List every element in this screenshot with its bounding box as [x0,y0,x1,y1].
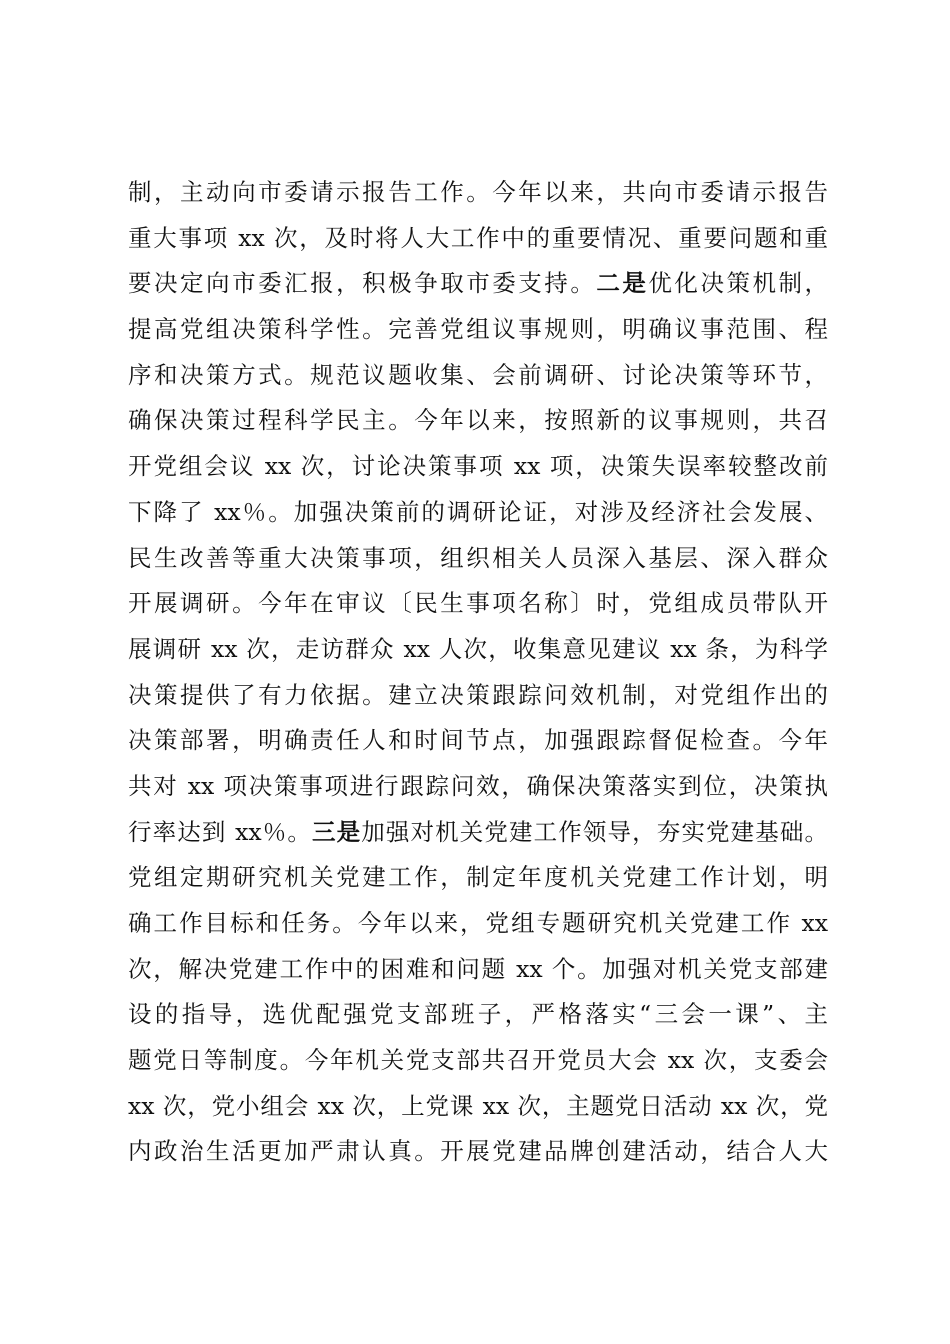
text-segment: 党组定期研究机关党建工作，制定年度机关党建工作计划，明 [128,863,828,892]
text-segment: 展调研 xx 次，走访群众 xx 人次，收集意见建议 xx 条，为科学 [128,634,828,663]
text-line [128,1129,828,1175]
body-text [128,170,828,1175]
text-line [128,170,828,216]
text-line [128,444,828,490]
text-segment: 民生改善等重大决策事项，组织相关人员深入基层、深入群众 [128,543,828,572]
text-segment: 确工作目标和任务。今年以来，党组专题研究机关党建工作 xx [128,909,828,937]
text-segment: 优化决策机制， [648,269,829,298]
text-segment: 确保决策过程科学民主。今年以来，按照新的议事规则，共召 [128,406,828,435]
text-line [128,627,828,673]
text-segment: 行率达到 xx％。 [128,817,312,846]
text-line [128,947,828,993]
text-segment: 设的指导，选优配强党支部班子，严格落实“三会一课”、主 [128,1000,828,1029]
text-segment: 内政治生活更加严肃认真。开展党建品牌创建活动，结合人大 [128,1137,828,1166]
text-line [128,810,828,856]
text-line [128,1038,828,1084]
text-line [128,216,828,262]
text-line [128,490,828,536]
bold-lead-phrase: 三是 [311,817,362,846]
text-segment: 共对 xx 项决策事项进行跟踪问效，确保决策落实到位，决策执 [128,771,828,800]
text-line [128,536,828,582]
text-line [128,992,828,1038]
text-segment: 提高党组决策科学性。完善党组议事规则，明确议事范围、程 [128,315,828,344]
text-line [128,855,828,901]
text-segment: 制，主动向市委请示报告工作。今年以来，共向市委请示报告 [128,178,828,206]
text-segment: 开展调研。今年在审议〔民生事项名称〕时，党组成员带队开 [128,589,828,618]
text-line [128,398,828,444]
text-segment: 次，解决党建工作中的困难和问题 xx 个。加强对机关党支部建 [128,954,828,983]
text-line [128,261,828,307]
text-segment: 题党日等制度。今年机关党支部共召开党员大会 xx 次，支委会 [128,1046,828,1075]
text-line [128,581,828,627]
text-segment: 开党组会议 xx 次，讨论决策事项 xx 项，决策失误率较整改前 [128,452,828,481]
text-line [128,901,828,947]
text-line [128,1084,828,1130]
bold-lead-phrase: 二是 [596,269,649,298]
text-segment: 要决定向市委汇报，积极争取市委支持。 [128,269,597,298]
text-segment: xx 次，党小组会 xx 次，上党课 xx 次，主题党日活动 xx 次，党 [128,1091,828,1120]
text-segment: 序和决策方式。规范议题收集、会前调研、讨论决策等环节， [128,360,828,389]
text-segment: 决策部署，明确责任人和时间节点，加强跟踪督促检查。今年 [128,726,828,755]
text-line [128,353,828,399]
text-segment: 决策提供了有力依据。建立决策跟踪问效机制，对党组作出的 [128,680,828,709]
text-line [128,764,828,810]
text-line [128,307,828,353]
text-line [128,718,828,764]
text-segment: 重大事项 xx 次，及时将人大工作中的重要情况、重要问题和重 [128,223,828,252]
text-segment: 加强对机关党建工作领导，夯实党建基础。 [361,817,829,846]
text-line [128,673,828,719]
text-segment: 下降了 xx％。加强决策前的调研论证，对涉及经济社会发展、 [128,497,828,526]
